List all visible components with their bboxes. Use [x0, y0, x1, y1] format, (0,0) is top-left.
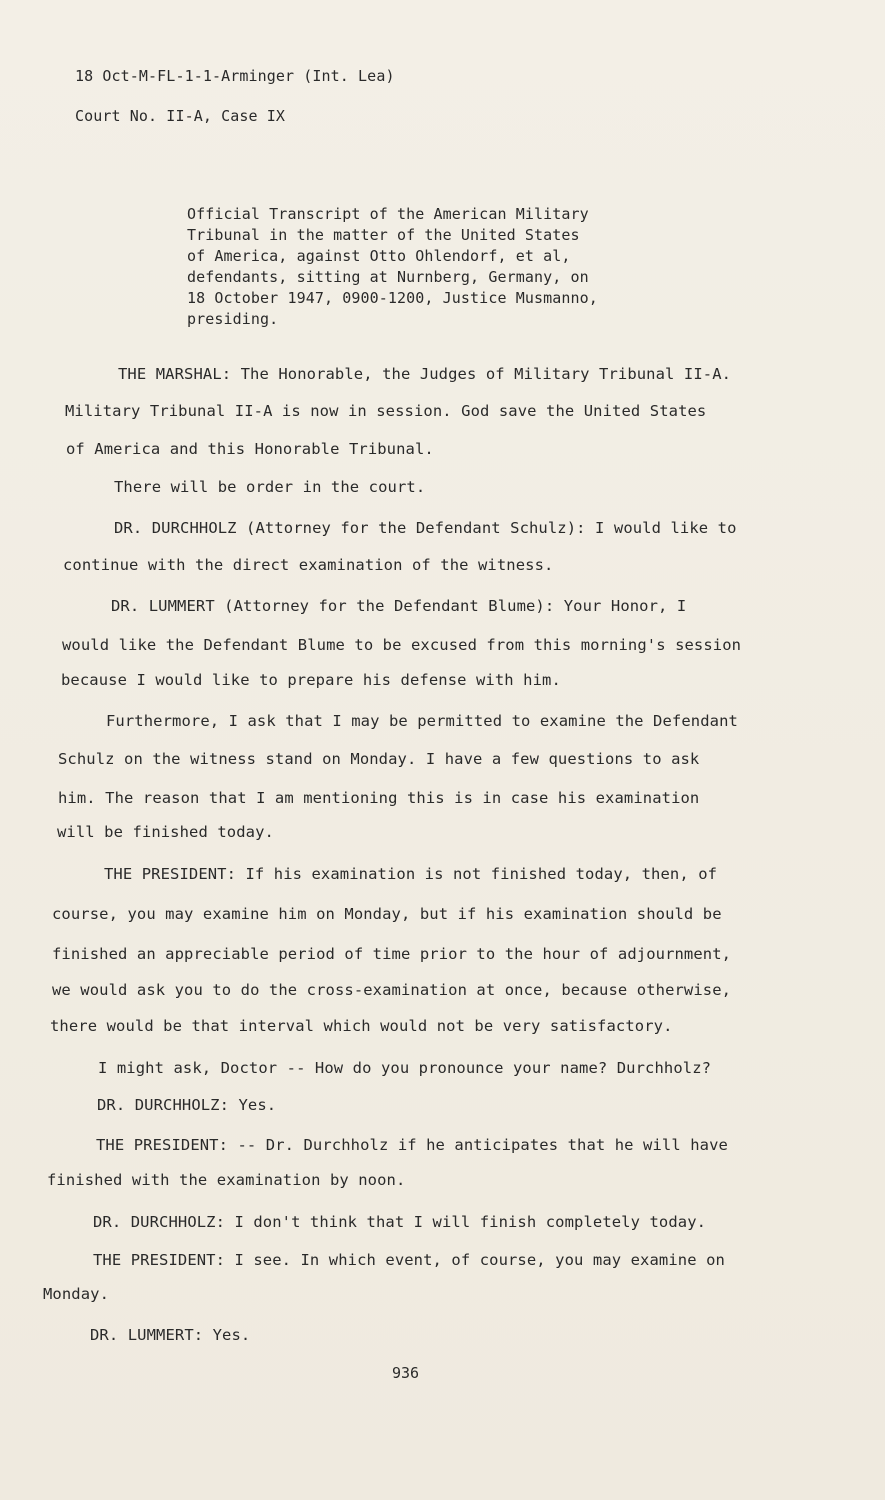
body-line: DR. DURCHHOLZ (Attorney for the Defendant Schulz): I would like to — [114, 519, 737, 537]
body-line: of America and this Honorable Tribunal. — [66, 440, 434, 458]
body-line: Military Tribunal II-A is now in session. God save the United States — [65, 402, 707, 420]
body-line: course, you may examine him on Monday, but if his examination should be — [52, 905, 722, 923]
summary-line: 18 October 1947, 0900-1200, Justice Musmanno, — [187, 289, 598, 307]
body-line: THE PRESIDENT: If his examination is not finished today, then, of — [104, 865, 718, 883]
body-line: Monday. — [43, 1285, 110, 1303]
body-line: finished an appreciable period of time prior to the hour of adjournment, — [52, 945, 732, 963]
header-court: Court No. II-A, Case IX — [75, 107, 286, 125]
body-line: would like the Defendant Blume to be excused from this morning's session — [62, 636, 742, 654]
body-line: continue with the direct examination of the witness. — [63, 556, 554, 574]
body-line: Furthermore, I ask that I may be permitted to examine the Defendant — [106, 712, 738, 730]
summary-line: Tribunal in the matter of the United States — [187, 226, 580, 244]
body-line: DR. LUMMERT: Yes. — [90, 1326, 251, 1344]
summary-line: presiding. — [187, 310, 279, 328]
body-line: DR. LUMMERT (Attorney for the Defendant Blume): Your Honor, I — [111, 597, 687, 615]
body-line: finished with the examination by noon. — [47, 1171, 406, 1189]
summary-line: Official Transcript of the American Military — [187, 205, 589, 223]
body-line: Schulz on the witness stand on Monday. I have a few questions to ask — [58, 750, 700, 768]
body-line: There will be order in the court. — [114, 478, 426, 496]
body-line: we would ask you to do the cross-examination at once, because otherwise, — [52, 981, 732, 999]
body-line: because I would like to prepare his defense with him. — [61, 671, 561, 689]
page-number: 936 — [392, 1364, 420, 1382]
body-line: DR. DURCHHOLZ: Yes. — [97, 1096, 277, 1114]
summary-line: defendants, sitting at Nurnberg, Germany, on — [187, 268, 589, 286]
body-line: I might ask, Doctor -- How do you pronounce your name? Durchholz? — [98, 1059, 712, 1077]
body-line: will be finished today. — [57, 823, 274, 841]
body-line: THE PRESIDENT: I see. In which event, of course, you may examine on — [93, 1251, 725, 1269]
body-line: THE PRESIDENT: -- Dr. Durchholz if he anticipates that he will have — [96, 1136, 728, 1154]
body-line: DR. DURCHHOLZ: I don't think that I will finish completely today. — [93, 1213, 707, 1231]
header-reference: 18 Oct-M-FL-1-1-Arminger (Int. Lea) — [75, 67, 395, 85]
summary-line: of America, against Otto Ohlendorf, et al, — [187, 247, 571, 265]
body-line: THE MARSHAL: The Honorable, the Judges of Military Tribunal II-A. — [118, 365, 732, 383]
body-line: there would be that interval which would not be very satisfactory. — [50, 1017, 673, 1035]
body-line: him. The reason that I am mentioning this is in case his examination — [58, 789, 700, 807]
